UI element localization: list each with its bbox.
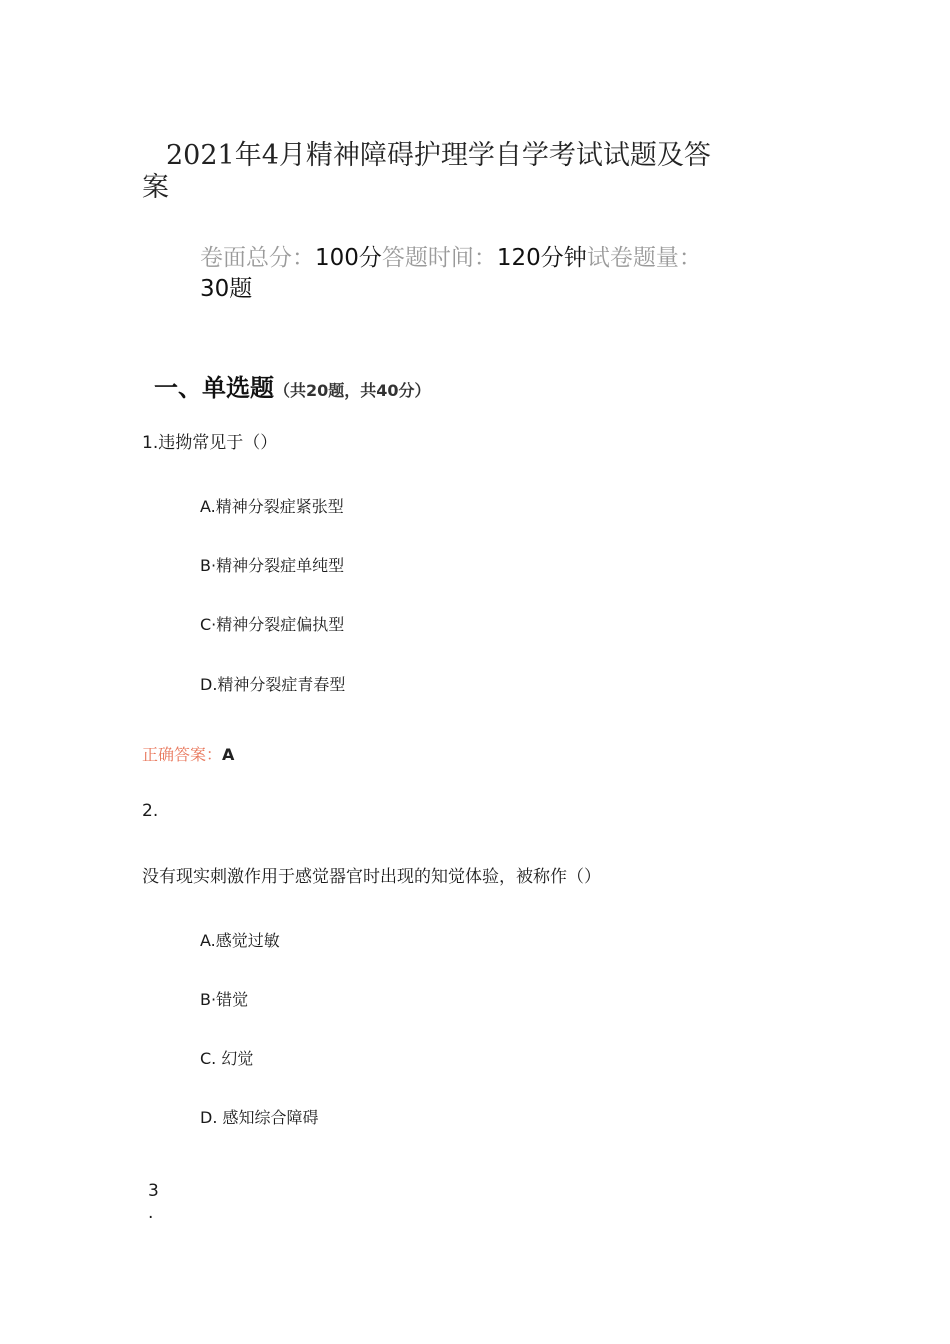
question-2-option-b: B·错觉 — [200, 990, 249, 1009]
section-title: 一、单选题 — [154, 374, 274, 402]
score-value: 100分 — [315, 245, 382, 271]
answer-value: A — [222, 745, 235, 764]
time-value: 120分钟 — [496, 245, 587, 271]
question-1-option-a: A.精神分裂症紧张型 — [200, 497, 344, 516]
question-1-option-c: C·精神分裂症偏执型 — [200, 615, 345, 634]
question-3-number-dot: . — [148, 1203, 154, 1223]
question-2-stem: 没有现实刺激作用于感觉器官时出现的知觉体验，被称作（） — [142, 867, 601, 887]
exam-meta-line1 — [200, 242, 702, 274]
answer-label: 正确答案： — [142, 745, 223, 764]
question-2-option-c: C. 幻觉 — [200, 1049, 254, 1068]
question-1-option-d: D.精神分裂症青春型 — [200, 675, 346, 694]
exam-meta-line2 — [200, 273, 252, 305]
section-heading — [154, 368, 431, 403]
count-label: 试卷题量： — [586, 245, 702, 271]
count-value: 30题 — [200, 276, 253, 302]
time-label: 答题时间： — [381, 245, 497, 271]
document-title-line2: 案 — [142, 172, 169, 203]
question-1-stem: 1.违拗常见于（） — [142, 433, 278, 453]
section-note: （共20题，共40分） — [274, 381, 431, 400]
question-2-option-d: D. 感知综合障碍 — [200, 1108, 319, 1127]
question-1-answer — [142, 742, 234, 765]
question-1-option-b: B·精神分裂症单纯型 — [200, 556, 345, 575]
score-label: 卷面总分： — [200, 245, 315, 271]
document-title-line1: 2021年4月精神障碍护理学自学考试试题及答 — [166, 140, 711, 171]
question-2-number: 2. — [142, 801, 159, 821]
question-3-number: 3 — [148, 1181, 159, 1201]
question-2-option-a: A.感觉过敏 — [200, 931, 280, 950]
